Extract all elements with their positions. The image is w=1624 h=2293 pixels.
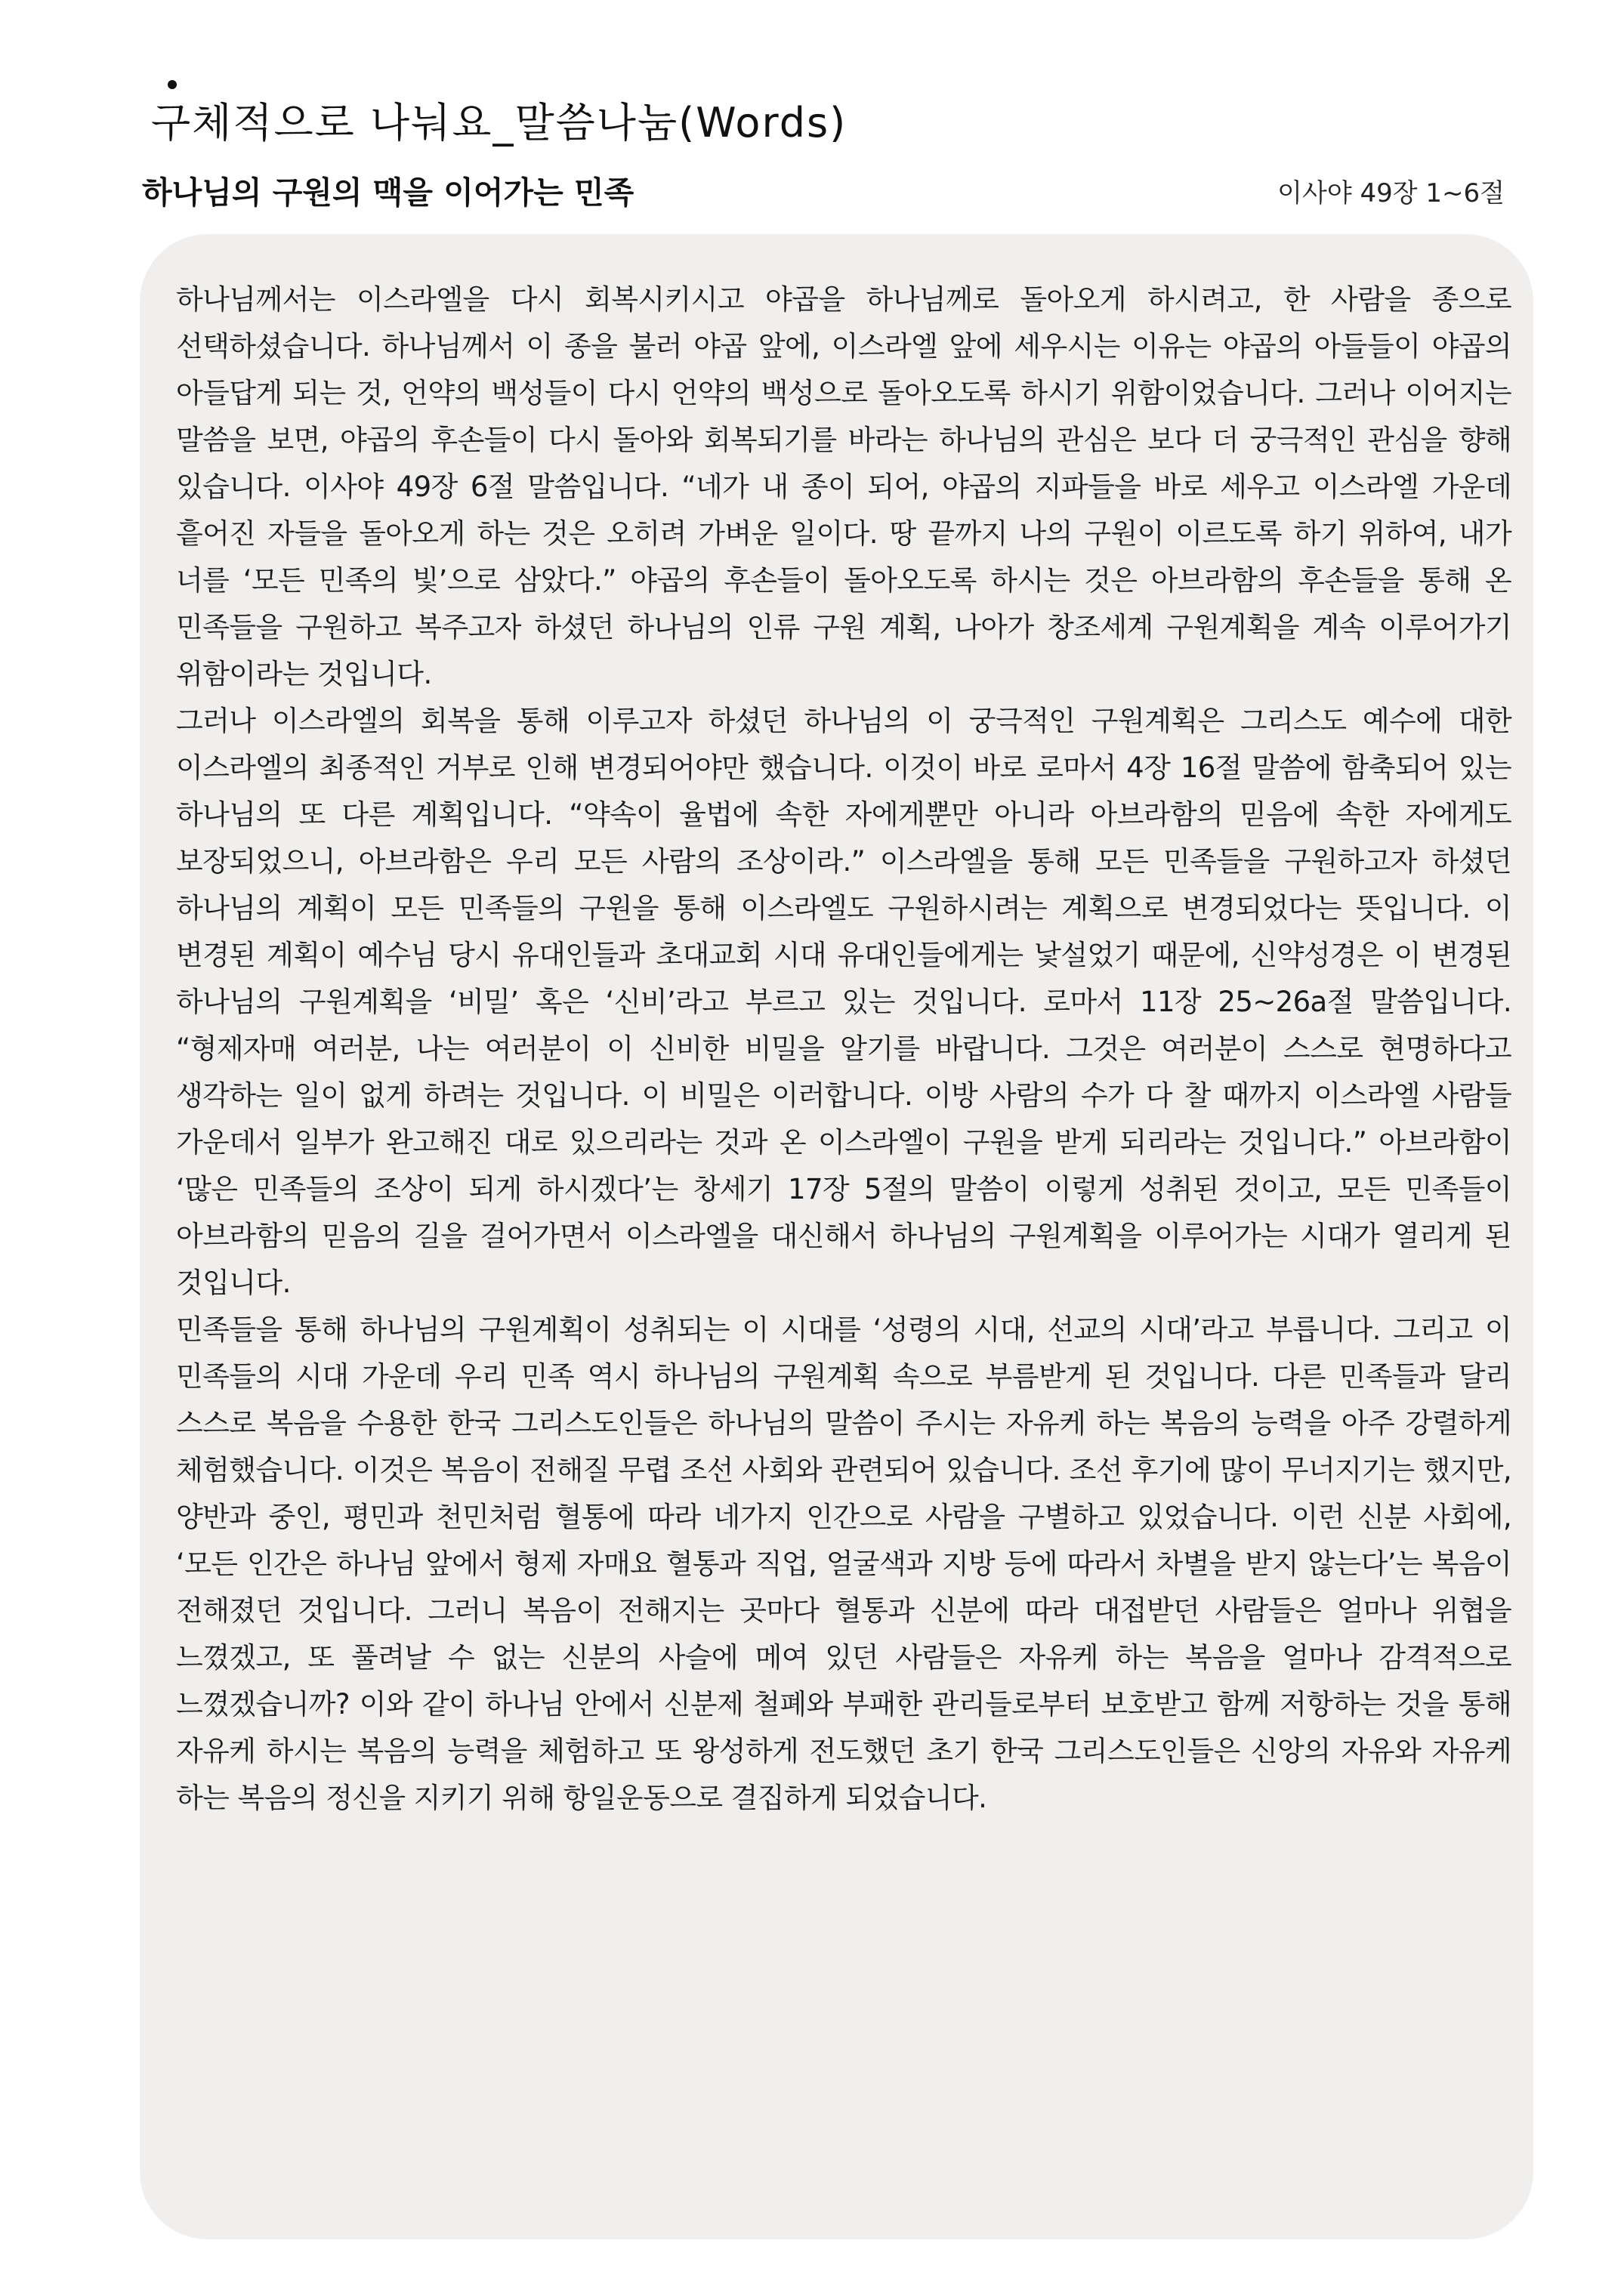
section-title (151, 91, 847, 149)
body-text (176, 276, 1511, 1822)
section-title-text: 구체적으로 나눠요_말씀나눔(Words) (151, 99, 848, 147)
sermon-subtitle: 하나님의 구원의 맥을 이어가는 민족 (142, 174, 634, 211)
body-paragraph-2: 그러나 이스라엘의 회복을 통해 이루고자 하셨던 하나님의 이 궁극적인 구원계획은 그리스도 예수에 대한 이스라엘의 최종적인 거부로 인해 변경되어야만 했습니다. 이것이 바로 로마서 4장 16절 말씀에 함축되어 있는 하나님의 또 다른 계획입니다. “약속이 율법에 속한 자에게뿐만 아니라 아브라함의 믿음에 속한 자에게도 보장되었으니, 아브라함은 우리 모든 사람의 조상이라.” 이스라엘을 통해 모든 민족들을 구원하고자 하셨던 하나님의 계획이 모든 민족들의 구원을 통해 이스라엘도 구원하시려는 계획으로 변경되었다는 뜻입니다. 이 변경된 계획이 예수님 당시 유대인들과 초대교회 시대 유대인들에게는 낯설었기 때문에, 신약성경은 이 변경된 하나님의 구원계획을 ‘비밀’ 혹은 ‘신비’라고 부르고 있는 것입니다. 로마서 11장 25~26a절 말씀입니다. “형제자매 여러분, 나는 여러분이 이 신비한 비밀을 알기를 바랍니다. 그것은 여러분이 스스로 현명하다고 생각하는 일이 없게 하려는 것입니다. 이 비밀은 이러합니다. 이방 사람의 수가 다 찰 때까지 이스라엘 사람들 가운데서 일부가 완고해진 대로 있으리라는 것과 온 이스라엘이 구원을 받게 되리라는 것입니다.” 아브라함이 ‘많은 민족들의 조상이 되게 하시겠다’는 창세기 17장 5절의 말씀이 이렇게 성취된 것이고, 모든 민족들이 아브라함의 믿음의 길을 걸어가면서 이스라엘을 대신해서 하나님의 구원계획을 이루어가는 시대가 열리게 된 것입니다. (176, 705, 1511, 1299)
body-paragraph-3: 민족들을 통해 하나님의 구원계획이 성취되는 이 시대를 ‘성령의 시대, 선교의 시대’라고 부릅니다. 그리고 이 민족들의 시대 가운데 우리 민족 역시 하나님의 구원계획 속으로 부름받게 된 것입니다. 다른 민족들과 달리 스스로 복음을 수용한 한국 그리스도인들은 하나님의 말씀이 주시는 자유케 하는 복음의 능력을 아주 강렬하게 체험했습니다. 이것은 복음이 전해질 무렵 조선 사회와 관련되어 있습니다. 조선 후기에 많이 무너지기는 했지만, 양반과 중인, 평민과 천민처럼 혈통에 따라 네가지 인간으로 사람을 구별하고 있었습니다. 이런 신분 사회에, ‘모든 인간은 하나님 앞에서 형제 자매요 혈통과 직업, 얼굴색과 지방 등에 따라서 차별을 받지 않는다’는 복음이 전해졌던 것입니다. 그러니 복음이 전해지는 곳마다 혈통과 신분에 따라 대접받던 사람들은 얼마나 위협을 느꼈겠고, 또 풀려날 수 없는 신분의 사슬에 메여 있던 사람들은 자유케 하는 복음을 얼마나 감격적으로 느꼈겠습니까? 이와 같이 하나님 안에서 신분제 철폐와 부패한 관리들로부터 보호받고 함께 저항하는 것을 통해 자유케 하시는 복음의 능력을 체험하고 또 왕성하게 전도했던 초기 한국 그리스도인들은 신앙의 자유와 자유케 하는 복음의 정신을 지키기 위해 항일운동으로 결집하게 되었습니다. (176, 1313, 1511, 1814)
body-paragraph-1: 하나님께서는 이스라엘을 다시 회복시키시고 야곱을 하나님께로 돌아오게 하시려고, 한 사람을 종으로 선택하셨습니다. 하나님께서 이 종을 불러 야곱 앞에, 이스라엘 앞에 세우시는 이유는 야곱의 아들들이 야곱의 아들답게 되는 것, 언약의 백성들이 다시 언약의 백성으로 돌아오도록 하시기 위함이었습니다. 그러나 이어지는 말씀을 보면, 야곱의 후손들이 다시 돌아와 회복되기를 바라는 하나님의 관심은 보다 더 궁극적인 관심을 향해 있습니다. 이사야 49장 6절 말씀입니다. “네가 내 종이 되어, 야곱의 지파들을 바로 세우고 이스라엘 가운데 흩어진 자들을 돌아오게 하는 것은 오히려 가벼운 일이다. 땅 끝까지 나의 구원이 이르도록 하기 위하여, 내가 너를 ‘모든 민족의 빛’으로 삼았다.” 야곱의 후손들이 돌아오도록 하시는 것은 아브라함의 후손들을 통해 온 민족들을 구원하고 복주고자 하셨던 하나님의 인류 구원 계획, 나아가 창조세계 구원계획을 계속 이루어가기 위함이라는 것입니다. (176, 283, 1511, 690)
scripture-reference: 이사야 49장 1~6절 (1277, 178, 1505, 208)
title-dot-ornament (168, 80, 177, 89)
